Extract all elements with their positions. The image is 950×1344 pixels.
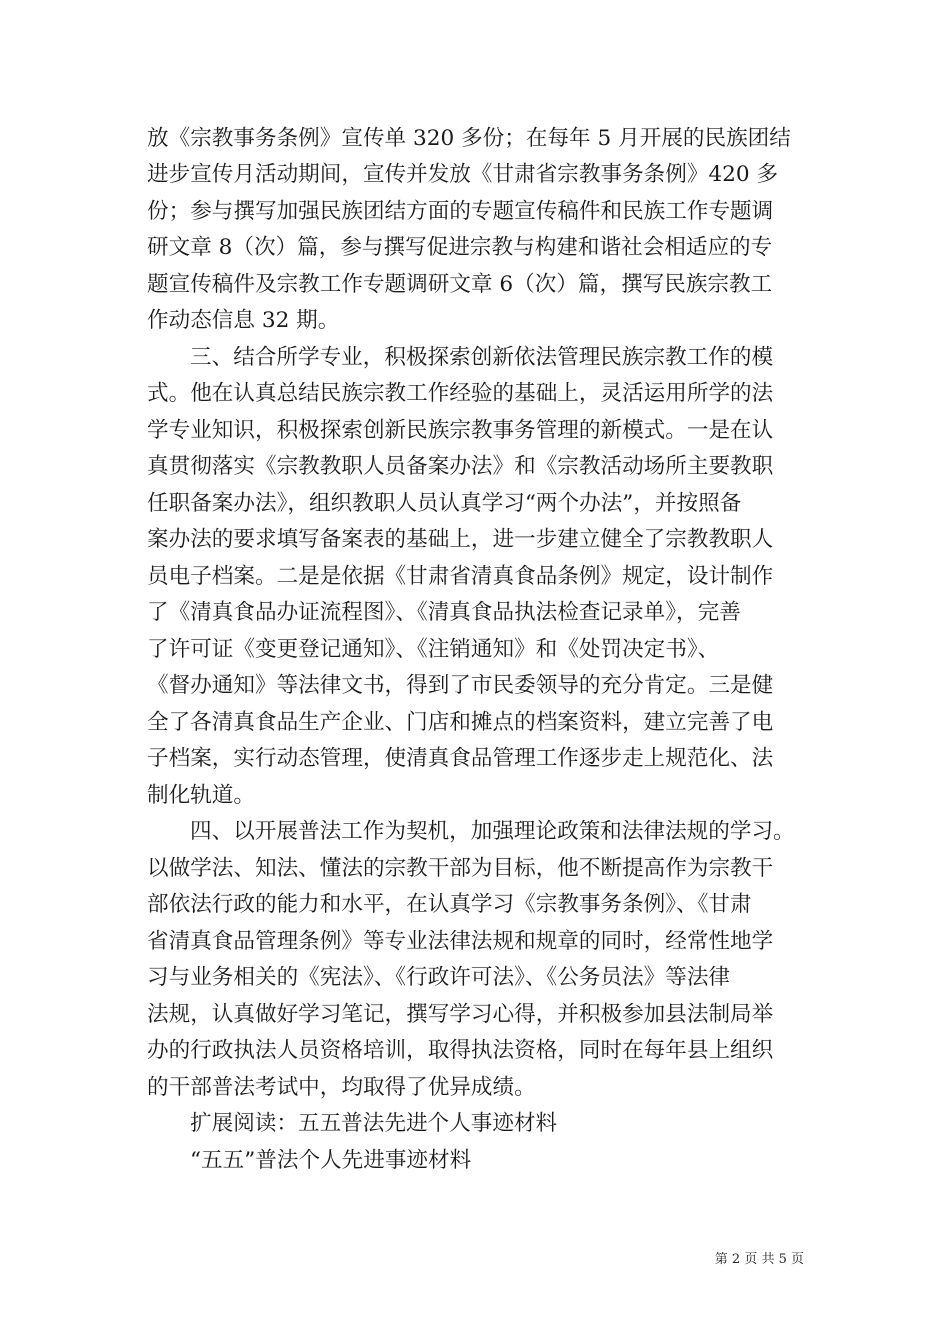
text-line: 习与业务相关的《宪法》、《行政许可法》、《公务员法》等法律 bbox=[147, 965, 731, 990]
text-line: 《督办通知》等法律文书，得到了市民委领导的充分肯定。三是健 bbox=[147, 673, 774, 698]
text-line: 题宣传稿件及宗教工作专题调研文章 6（次）篇，撰写民族宗教工 bbox=[147, 272, 773, 297]
text-line: 法规，认真做好学习笔记，撰写学习心得，并积极参加县法制局举 bbox=[147, 1002, 774, 1027]
text-line: 办的行政执法人员资格培训，取得执法资格，同时在每年县上组织 bbox=[147, 1038, 774, 1063]
text-line: 任职备案办法》，组织教职人员认真学习“两个办法”，并按照备 bbox=[147, 491, 742, 516]
text-line: 了许可证《变更登记通知》、《注销通知》和《处罚决定书》、 bbox=[147, 637, 720, 662]
text-line: 式。他在认真总结民族宗教工作经验的基础上，灵活运用所学的法 bbox=[147, 381, 774, 406]
text-line: 全了各清真食品生产企业、门店和摊点的档案资料，建立完善了电 bbox=[147, 710, 774, 735]
paragraph-heading-4: 四、以开展普法工作为契机，加强理论政策和法律法规的学习。 bbox=[190, 819, 795, 844]
text-line: 部依法行政的能力和水平，在认真学习《宗教事务条例》、《甘肃 bbox=[147, 892, 752, 917]
text-line: 真贯彻落实《宗教教职人员备案办法》和《宗教活动场所主要教职 bbox=[147, 454, 774, 479]
text-line: 研文章 8（次）篇，参与撰写促进宗教与构建和谐社会相适应的专 bbox=[147, 235, 773, 260]
text-line: 案办法的要求填写备案表的基础上，进一步建立健全了宗教教职人 bbox=[147, 527, 774, 552]
text-line: 员电子档案。二是是依据《甘肃省清真食品条例》规定，设计制作 bbox=[147, 564, 774, 589]
text-line: 省清真食品管理条例》等专业法律法规和规章的同时，经常性地学 bbox=[147, 929, 774, 954]
text-line: 放《宗教事务条例》宣传单 320 多份；在每年 5 月开展的民族团结 bbox=[147, 126, 791, 151]
text-line: 的干部普法考试中，均取得了优异成绩。 bbox=[147, 1075, 536, 1100]
extended-reading-line: 扩展阅读：五五普法先进个人事迹材料 bbox=[190, 1111, 558, 1136]
text-line: 作动态信息 32 期。 bbox=[147, 308, 340, 333]
text-line: 学专业知识，积极探索创新民族宗教事务管理的新模式。一是在认 bbox=[147, 418, 774, 443]
paragraph-heading-3: 三、结合所学专业，积极探索创新依法管理民族宗教工作的模 bbox=[190, 345, 774, 370]
text-line: 份；参与撰写加强民族团结方面的专题宣传稿件和民族工作专题调 bbox=[147, 199, 774, 224]
text-line: 进步宣传月活动期间，宣传并发放《甘肃省宗教事务条例》420 多 bbox=[147, 162, 779, 187]
text-line: 子档案，实行动态管理，使清真食品管理工作逐步走上规范化、法 bbox=[147, 746, 774, 771]
text-line: 了《清真食品办证流程图》、《清真食品执法检查记录单》，完善 bbox=[147, 600, 741, 625]
page-number-footer: 第 2 页 共 5 页 bbox=[714, 1252, 804, 1267]
text-line: 制化轨道。 bbox=[147, 783, 255, 808]
text-line: 以做学法、知法、懂法的宗教干部为目标，他不断提高作为宗教干 bbox=[147, 856, 774, 881]
extended-reading-title: “五五”普法个人先进事迹材料 bbox=[190, 1148, 472, 1173]
